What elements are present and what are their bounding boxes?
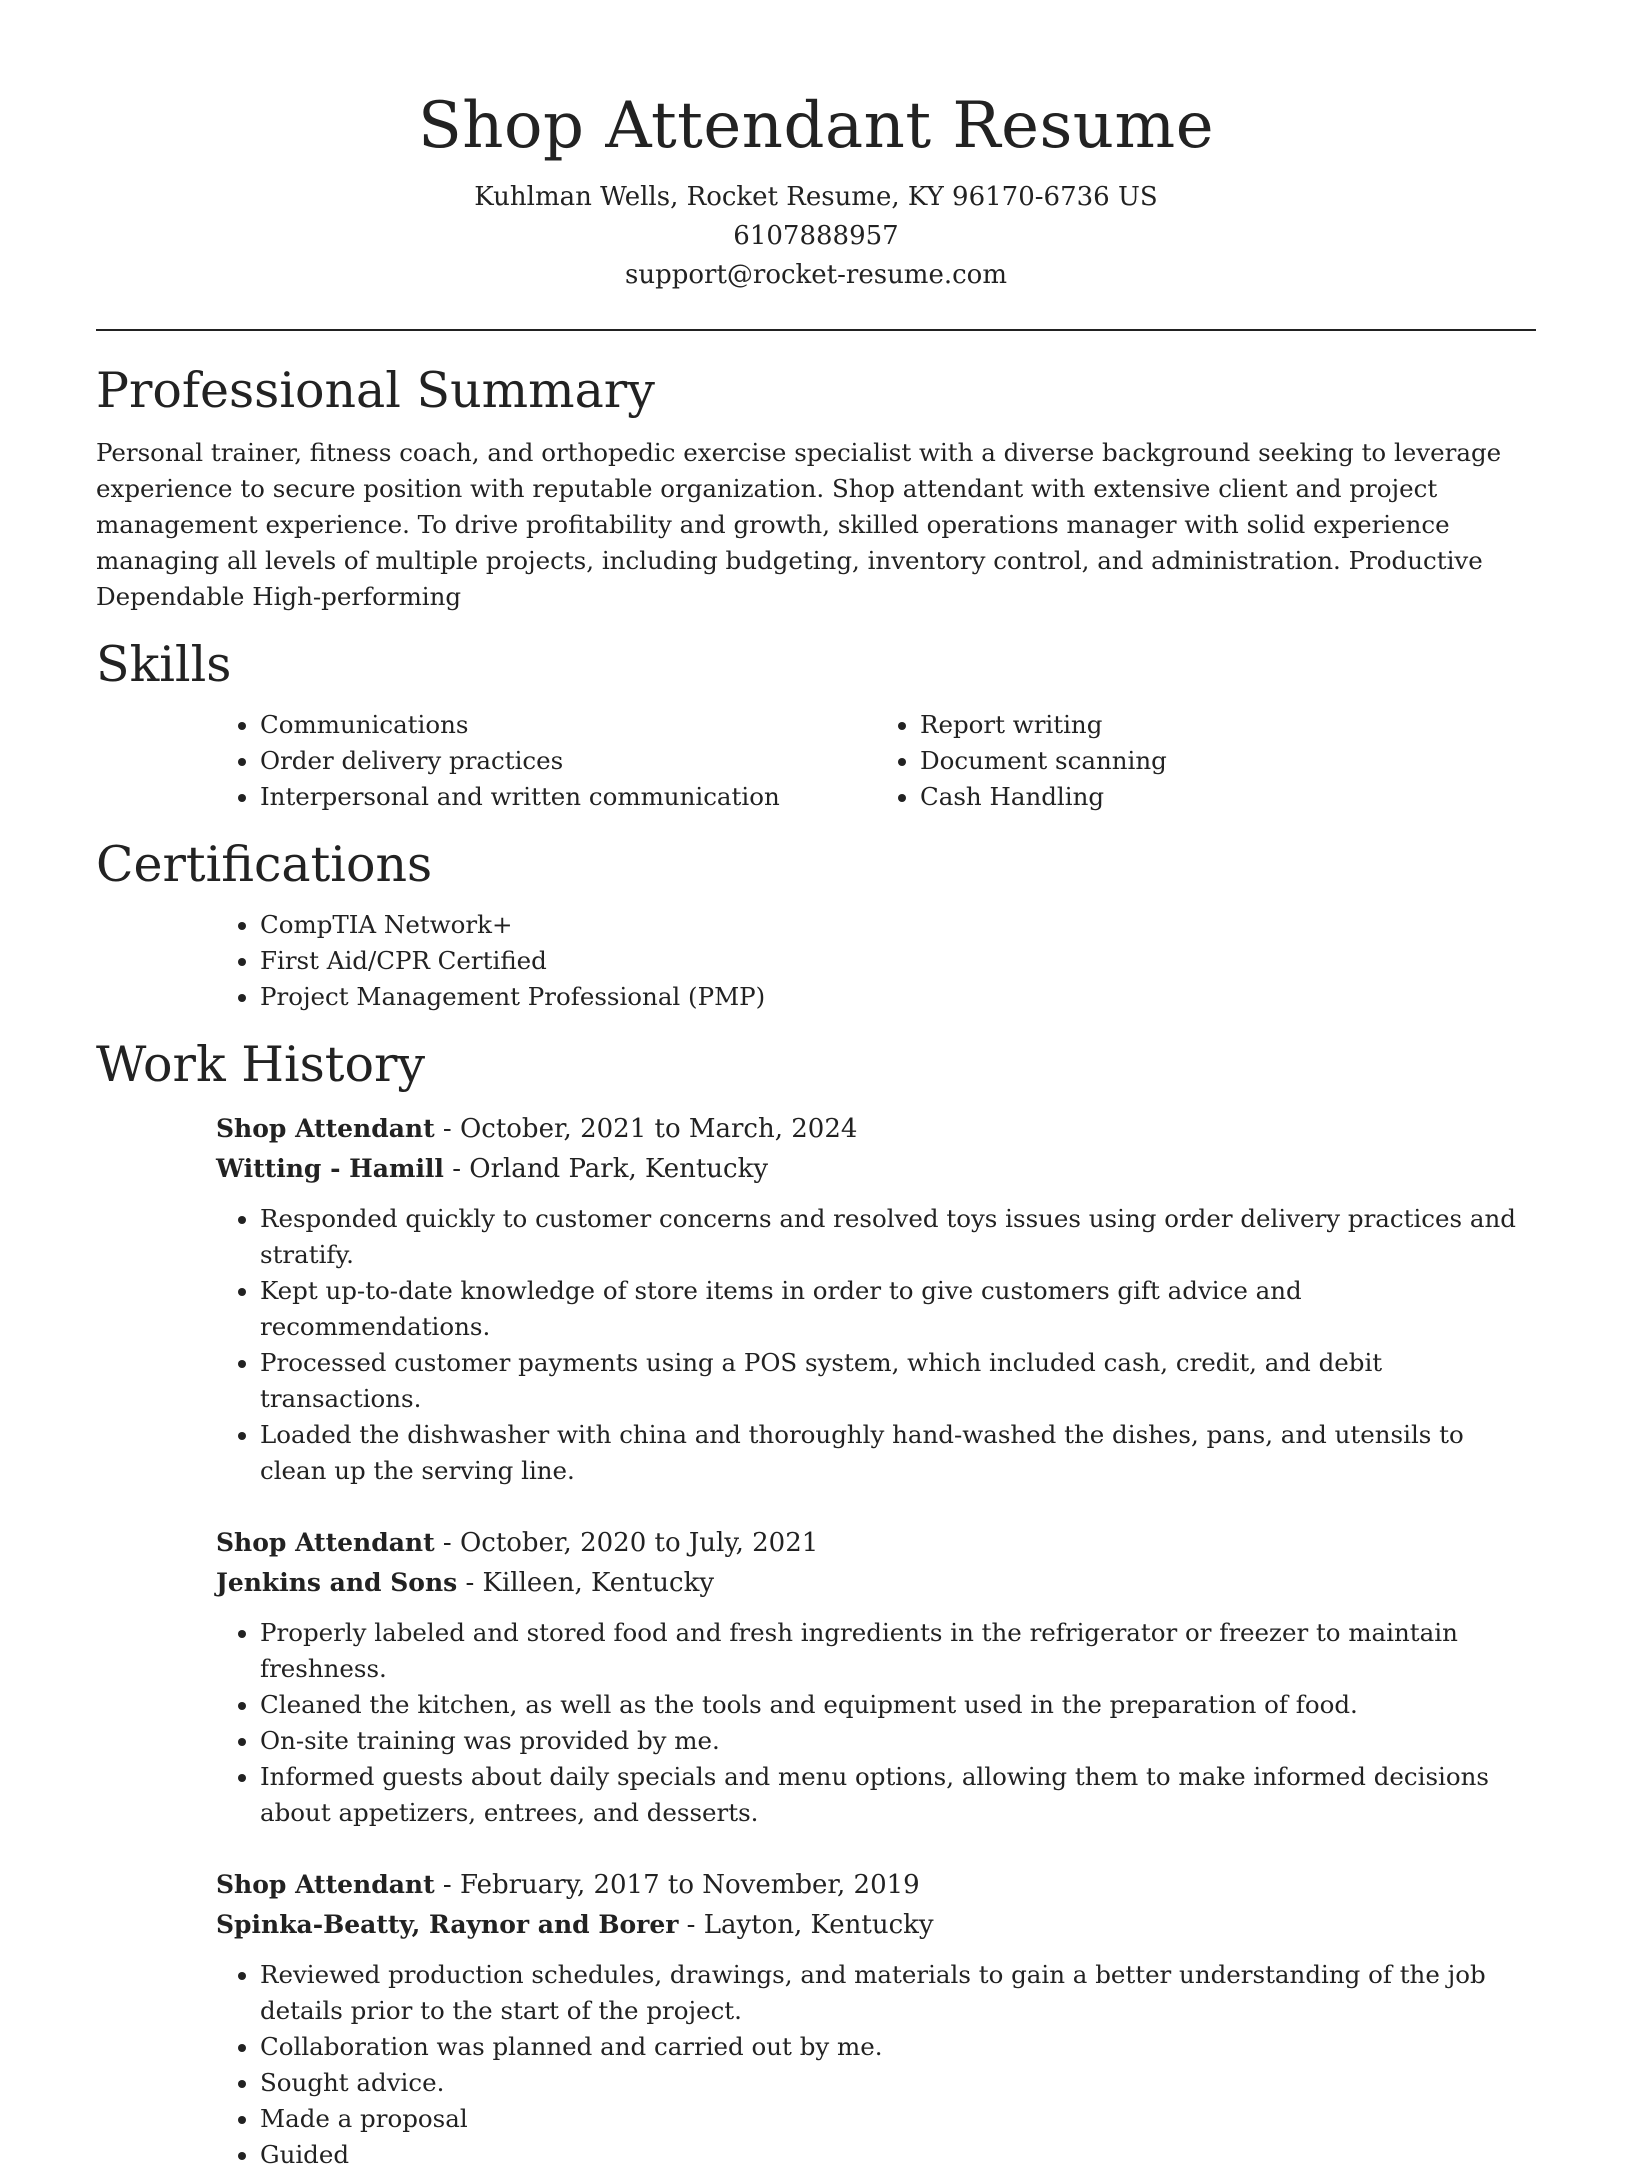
- list-item: • Made a proposal: [260, 2101, 1536, 2137]
- list-item: • Reviewed production schedules, drawings, and materials to gain a better understanding of the job details prior to the start of the project.: [260, 1957, 1536, 2029]
- skills-column-right: [876, 707, 1536, 815]
- header-divider: [96, 329, 1536, 331]
- resume-page: [96, 0, 1536, 2173]
- job-duties: [216, 1957, 1536, 2173]
- contact-block: [96, 178, 1536, 295]
- resume-title: Shop Attendant Resume: [417, 89, 1215, 163]
- job-role: Shop Attendant: [216, 1114, 435, 1143]
- job-role: Shop Attendant: [216, 1528, 435, 1557]
- job-title-line: [216, 1523, 1536, 1563]
- list-item: • Document scanning: [920, 743, 1536, 779]
- skills-list: [216, 707, 1536, 815]
- job-company: Spinka-Beatty, Raynor and Borer: [216, 1910, 679, 1939]
- list-item: • Collaboration was planned and carried out by me.: [260, 2029, 1536, 2065]
- work-history-heading: Work History: [96, 1036, 426, 1093]
- list-item: • Loaded the dishwasher with china and thoroughly hand-washed the dishes, pans, and utensils to clean up the serving line.: [260, 1417, 1536, 1489]
- contact-phone: 6107888957: [733, 221, 899, 251]
- list-item: • Informed guests about daily specials and menu options, allowing them to make informed decisions about appetizers, entrees, and desserts.: [260, 1759, 1536, 1831]
- job-company-line: [216, 1563, 1536, 1603]
- job-company: Witting - Hamill: [216, 1154, 444, 1183]
- job-entry: [216, 1109, 1536, 1489]
- contact-address: Kuhlman Wells, Rocket Resume, KY 96170-6736 US: [474, 182, 1158, 212]
- job-entry: [216, 1523, 1536, 1831]
- job-title-line: [216, 1865, 1536, 1905]
- job-entry: [216, 1865, 1536, 2173]
- list-item: • Processed customer payments using a POS system, which included cash, credit, and debit transactions.: [260, 1345, 1536, 1417]
- skills-column-left: [216, 707, 876, 815]
- job-dates: - October, 2021 to March, 2024: [434, 1114, 858, 1144]
- list-item: • Responded quickly to customer concerns and resolved toys issues using order delivery practices and stratify.: [260, 1201, 1536, 1273]
- job-location: - Layton, Kentucky: [678, 1910, 934, 1940]
- contact-email: support@rocket-resume.com: [624, 260, 1007, 290]
- list-item: • On-site training was provided by me.: [260, 1723, 1536, 1759]
- skills-heading: Skills: [96, 636, 232, 693]
- list-item: • CompTIA Network+: [260, 907, 1536, 943]
- job-dates: - October, 2020 to July, 2021: [434, 1528, 819, 1558]
- list-item: • Cleaned the kitchen, as well as the tools and equipment used in the preparation of food.: [260, 1687, 1536, 1723]
- work-history-list: [216, 1109, 1536, 2173]
- job-location: - Orland Park, Kentucky: [443, 1154, 769, 1184]
- list-item: • Communications: [260, 707, 876, 743]
- list-item: • Project Management Professional (PMP): [260, 979, 1536, 1015]
- job-duties: [216, 1615, 1536, 1831]
- job-dates: - February, 2017 to November, 2019: [434, 1870, 920, 1900]
- certifications-heading: Certifications: [96, 836, 433, 893]
- summary-text: Personal trainer, fitness coach, and orthopedic exercise specialist with a diverse background seeking to leverage experience to secure position with reputable organization. Shop attendant with extensive client and project management experience. To drive profitability and growth, skilled operations manager with solid experience managing all levels of multiple projects, including budgeting, inventory control, and administration. Productive Dependable High-performing: [96, 438, 1502, 611]
- list-item: • Order delivery practices: [260, 743, 876, 779]
- job-location: - Killeen, Kentucky: [457, 1568, 715, 1598]
- list-item: • Guided: [260, 2137, 1536, 2173]
- job-title-line: [216, 1109, 1536, 1149]
- list-item: • Cash Handling: [920, 779, 1536, 815]
- job-duties: [216, 1201, 1536, 1489]
- list-item: • First Aid/CPR Certified: [260, 943, 1536, 979]
- certifications-list: [216, 907, 1536, 1015]
- list-item: • Properly labeled and stored food and fresh ingredients in the refrigerator or freezer to maintain freshness.: [260, 1615, 1536, 1687]
- job-role: Shop Attendant: [216, 1870, 435, 1899]
- list-item: • Interpersonal and written communication: [260, 779, 876, 815]
- list-item: • Report writing: [920, 707, 1536, 743]
- list-item: • Kept up-to-date knowledge of store items in order to give customers gift advice and recommendations.: [260, 1273, 1536, 1345]
- job-company-line: [216, 1149, 1536, 1189]
- summary-heading: Professional Summary: [96, 362, 655, 419]
- job-company-line: [216, 1905, 1536, 1945]
- list-item: • Sought advice.: [260, 2065, 1536, 2101]
- job-company: Jenkins and Sons: [216, 1568, 458, 1597]
